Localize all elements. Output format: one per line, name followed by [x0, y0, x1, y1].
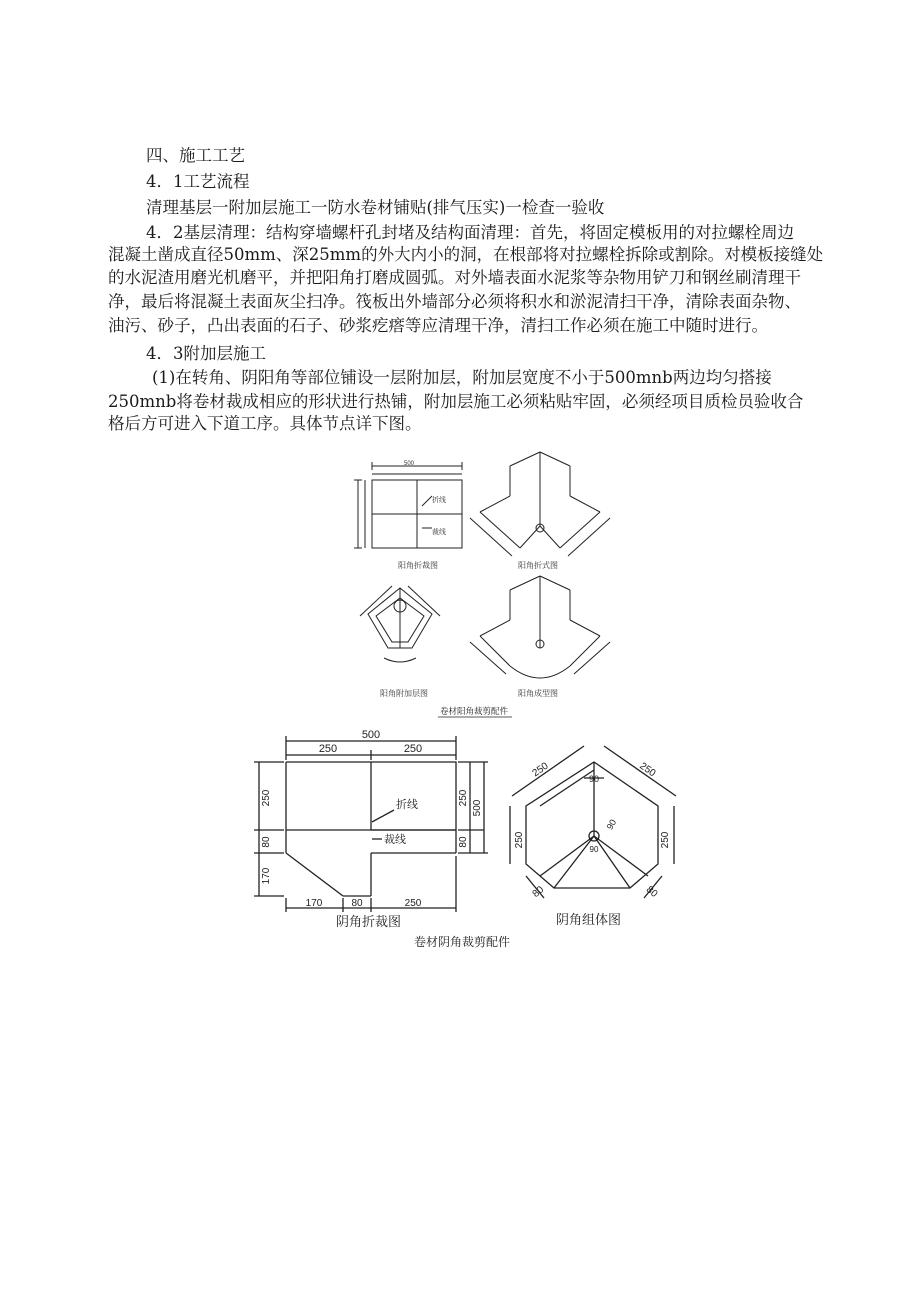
paragraph-line: (1)在转角、阴阳角等部位铺设一层附加层，附加层宽度不小于500mnb两边均匀搭接 [152, 368, 772, 387]
dim-80: 80 [261, 836, 272, 848]
dim-80: 80 [643, 884, 660, 900]
inside-corner-figure [244, 726, 684, 952]
panel-a-label: 阳角折裁图 [398, 561, 438, 570]
dim-170: 170 [305, 898, 323, 909]
panel-left-label: 阴角折裁图 [336, 914, 402, 929]
dim-250: 250 [530, 760, 551, 780]
cut-label: 裁线 [384, 834, 406, 846]
subsection-4-3-title: 4．3附加层施工 [146, 344, 266, 363]
fold-label: 折线 [396, 799, 418, 811]
panel-b-label: 阳角折式图 [518, 561, 558, 570]
dim-90: 90 [589, 845, 599, 854]
panel-d-formed [470, 576, 610, 678]
panel-c-label: 阳角附加层图 [380, 689, 428, 698]
fold-label: 折线 [432, 497, 446, 504]
outside-corner-diagram [340, 448, 630, 720]
dim-170: 170 [261, 867, 272, 885]
dim-250: 250 [458, 789, 469, 807]
dim-250: 250 [261, 789, 272, 807]
panel-c-layer [360, 586, 440, 662]
paragraph-line: 4．2基层清理：结构穿墙螺杆孔封堵及结构面清理：首先，将固定模板用的对拉螺栓周边 [146, 223, 794, 242]
paragraph-line: 混凝土凿成直径50mm、深25mm的外大内小的洞，在根部将对拉螺栓拆除或割除。对模板接缝处 [108, 245, 824, 264]
dim-250: 250 [404, 898, 422, 909]
dim-80: 80 [530, 884, 547, 900]
dim-250: 250 [318, 743, 338, 755]
dim-250: 250 [660, 831, 671, 849]
panel-d-label: 阳角成型图 [518, 689, 558, 698]
dim-250: 250 [637, 760, 658, 780]
paragraph-line: 250mnb将卷材裁成相应的形状进行热铺，附加层施工必须粘贴牢固，必须经项目质检员验收合 [108, 392, 804, 411]
paragraph-line: 净，最后将混凝土表面灰尘扫净。筏板出外墙部分必须将积水和淤泥清扫干净，清除表面杂物、 [108, 292, 801, 311]
outside-corner-figure [340, 448, 630, 720]
dim-90: 90 [588, 774, 600, 784]
cut-label: 裁线 [432, 529, 446, 536]
dim-250: 250 [403, 743, 423, 755]
dim-90: 90 [604, 817, 619, 832]
dim-80: 80 [458, 836, 469, 848]
subsection-4-1-title: 4．1工艺流程 [146, 172, 250, 191]
dim-80: 80 [351, 898, 363, 909]
paragraph-line: 格后方可进入下道工序。具体节点详下图。 [108, 414, 422, 433]
paragraph-line: 油污、砂子，凸出表面的石子、砂浆疙瘩等应清理干净，清扫工作必须在施工中随时进行。 [108, 316, 768, 335]
dim-500: 500 [472, 799, 483, 817]
inside-corner-diagram [244, 726, 684, 952]
inside-corner-cut-pattern [254, 736, 488, 912]
dim-250: 250 [514, 831, 525, 849]
process-flow-text: 清理基层一附加层施工一防水卷材铺贴(排气压实)一检查一验收 [146, 198, 605, 217]
figure2-caption: 卷材阴角裁剪配件 [414, 935, 511, 949]
dim-500: 500 [403, 461, 415, 467]
panel-b-fold [470, 452, 610, 556]
section-heading: 四、施工工艺 [146, 146, 245, 165]
figure1-caption: 卷材阳角裁剪配件 [440, 706, 509, 716]
panel-right-label: 阴角组体图 [556, 912, 622, 927]
paragraph-line: 的水泥渣用磨光机磨平，并把阳角打磨成圆弧。对外墙表面水泥浆等杂物用铲刀和钢丝刷清理干 [108, 268, 801, 287]
dim-500: 500 [361, 729, 381, 741]
